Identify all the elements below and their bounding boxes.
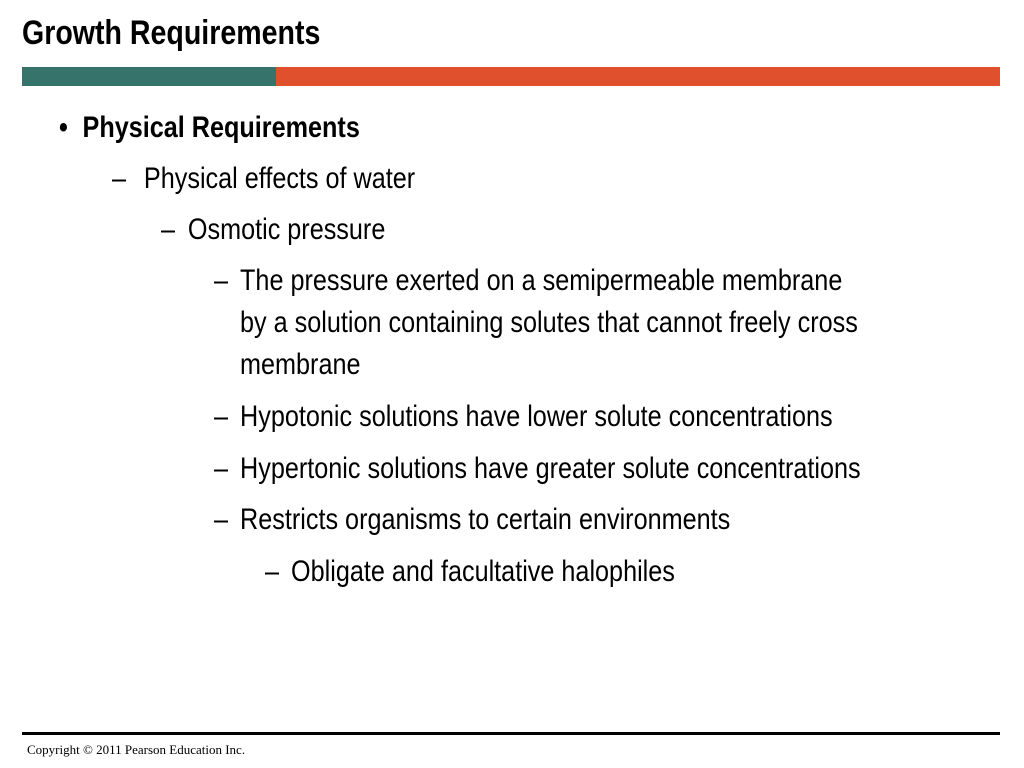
accent-bar-orange — [276, 67, 1000, 86]
bullet-level-5 — [265, 551, 675, 593]
bullet-text — [240, 260, 858, 386]
bullet-text: Obligate and facultative halophiles — [291, 555, 675, 588]
bullet-dash: – — [214, 264, 229, 297]
bullet-dash: – — [214, 400, 229, 433]
accent-bar-teal — [22, 67, 276, 86]
bullet-text-line: membrane — [240, 348, 361, 381]
bullet-text: Restricts organisms to certain environments — [240, 503, 731, 536]
bullet-level-1 — [59, 107, 360, 149]
footer-divider — [22, 732, 1000, 735]
bullet-dash: – — [214, 452, 229, 485]
bullet-text: Physical Requirements — [82, 111, 360, 144]
slide-title: Growth Requirements — [22, 14, 321, 52]
copyright-footer: Copyright © 2011 Pearson Education Inc. — [27, 742, 246, 757]
bullet-level-4 — [214, 260, 858, 386]
bullet-text: Physical effects of water — [143, 162, 416, 195]
bullet-dash: – — [161, 213, 176, 246]
bullet-level-2 — [112, 158, 415, 200]
bullet-text: Hypotonic solutions have lower solute concentrations — [240, 400, 833, 433]
bullet-dash: – — [214, 503, 229, 536]
bullet-text-line: by a solution containing solutes that cannot freely cross — [240, 306, 858, 339]
bullet-level-4 — [214, 499, 730, 541]
bullet-text: Osmotic pressure — [187, 213, 386, 246]
bullet-level-3 — [161, 209, 385, 251]
bullet-level-4 — [214, 396, 833, 438]
bullet-text-line: The pressure exerted on a semipermeable membrane — [240, 264, 843, 297]
bullet-dot: • — [59, 111, 68, 144]
bullet-dash: – — [265, 555, 280, 588]
title-accent-bar — [22, 67, 1000, 86]
bullet-level-4 — [214, 448, 861, 490]
bullet-dash: – — [112, 162, 127, 195]
bullet-text: Hypertonic solutions have greater solute concentrations — [240, 452, 861, 485]
